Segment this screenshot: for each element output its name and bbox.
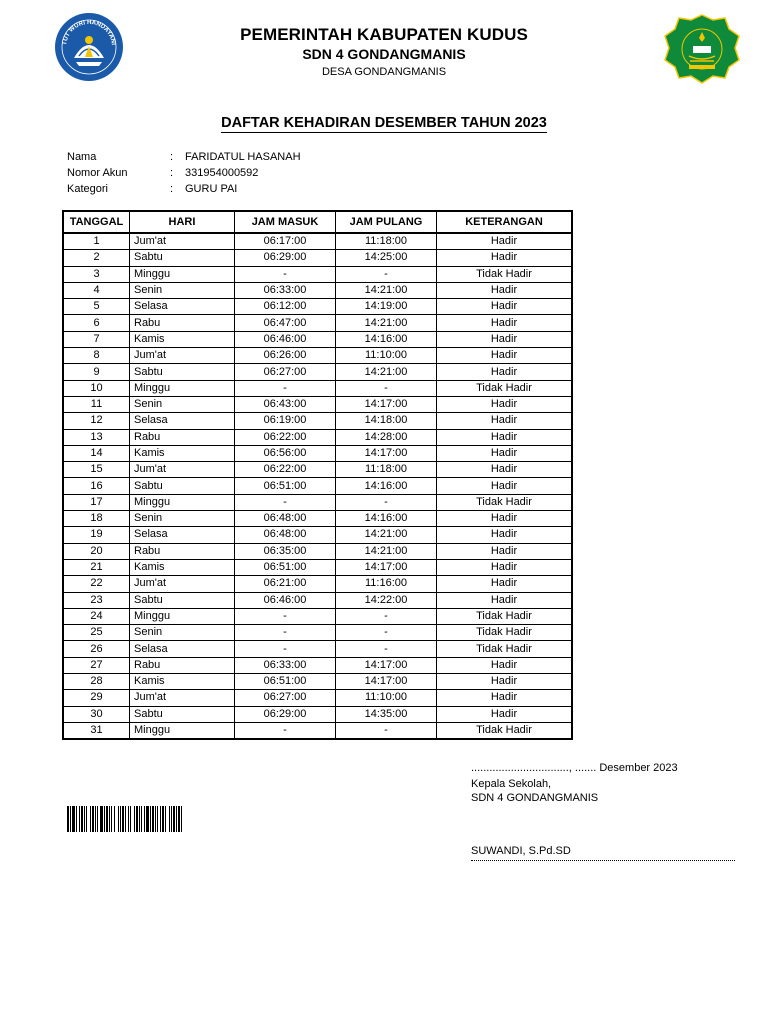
header-school: SDN 4 GONDANGMANIS: [302, 46, 466, 62]
cell-jam-pulang: 14:28:00: [336, 429, 437, 445]
cell-jam-masuk: 06:21:00: [235, 576, 336, 592]
barcode-bar: [122, 806, 124, 832]
cell-hari: Selasa: [130, 527, 235, 543]
table-row: [63, 299, 572, 315]
cell-keterangan: Tidak Hadir: [437, 625, 573, 641]
cell-jam-pulang: 11:18:00: [336, 462, 437, 478]
cell-tanggal: 10: [63, 380, 130, 396]
barcode-bar: [95, 806, 96, 832]
cell-keterangan: Tidak Hadir: [437, 380, 573, 396]
cell-tanggal: 21: [63, 559, 130, 575]
cell-jam-pulang: 14:17:00: [336, 559, 437, 575]
cell-jam-masuk: -: [235, 608, 336, 624]
cell-jam-masuk: 06:48:00: [235, 527, 336, 543]
cell-jam-pulang: 14:17:00: [336, 396, 437, 412]
cell-jam-pulang: 11:18:00: [336, 233, 437, 250]
table-row: [63, 543, 572, 559]
table-row: [63, 331, 572, 347]
table-row: [63, 462, 572, 478]
cell-jam-masuk: -: [235, 641, 336, 657]
cell-hari: Kamis: [130, 445, 235, 461]
barcode-bar: [176, 806, 177, 832]
cell-jam-masuk: 06:46:00: [235, 331, 336, 347]
identity-block: [67, 149, 301, 197]
cell-keterangan: Tidak Hadir: [437, 266, 573, 282]
cell-tanggal: 19: [63, 527, 130, 543]
cell-hari: Senin: [130, 282, 235, 298]
barcode-bar: [86, 806, 87, 832]
table-row: [63, 380, 572, 396]
cell-tanggal: 26: [63, 641, 130, 657]
table-row: [63, 576, 572, 592]
cell-hari: Kamis: [130, 331, 235, 347]
cell-jam-masuk: -: [235, 266, 336, 282]
cell-hari: Selasa: [130, 641, 235, 657]
cell-hari: Senin: [130, 625, 235, 641]
cell-keterangan: Hadir: [437, 413, 573, 429]
cell-jam-masuk: 06:26:00: [235, 348, 336, 364]
cell-keterangan: Tidak Hadir: [437, 494, 573, 510]
cell-hari: Minggu: [130, 380, 235, 396]
cell-tanggal: 1: [63, 233, 130, 250]
cell-jam-masuk: -: [235, 625, 336, 641]
cell-jam-masuk: 06:19:00: [235, 413, 336, 429]
table-row: [63, 674, 572, 690]
cell-tanggal: 6: [63, 315, 130, 331]
barcode-bar: [173, 806, 175, 832]
signature-role: Kepala Sekolah,: [471, 778, 552, 790]
cell-jam-pulang: -: [336, 380, 437, 396]
cell-jam-pulang: 14:18:00: [336, 413, 437, 429]
cell-jam-masuk: 06:48:00: [235, 511, 336, 527]
table-row: [63, 250, 572, 266]
logo-left-text: TUT WURI HANDAYANI: [61, 18, 117, 46]
cell-hari: Kamis: [130, 674, 235, 690]
table-header-row: [63, 211, 572, 233]
cell-keterangan: Hadir: [437, 331, 573, 347]
cell-tanggal: 20: [63, 543, 130, 559]
cell-jam-masuk: 06:29:00: [235, 706, 336, 722]
cell-tanggal: 13: [63, 429, 130, 445]
barcode: [67, 806, 256, 832]
table-row: [63, 706, 572, 722]
cell-jam-pulang: 14:21:00: [336, 527, 437, 543]
cell-jam-masuk: 06:27:00: [235, 690, 336, 706]
cell-tanggal: 30: [63, 706, 130, 722]
cell-tanggal: 5: [63, 299, 130, 315]
table-row: [63, 527, 572, 543]
cell-keterangan: Hadir: [437, 429, 573, 445]
cell-jam-pulang: 14:16:00: [336, 331, 437, 347]
table-row: [63, 608, 572, 624]
cell-tanggal: 27: [63, 657, 130, 673]
cell-tanggal: 16: [63, 478, 130, 494]
barcode-bar: [171, 806, 172, 832]
cell-keterangan: Hadir: [437, 674, 573, 690]
header-keterangan: KETERANGAN: [437, 211, 573, 233]
cell-keterangan: Hadir: [437, 250, 573, 266]
barcode-bar: [67, 806, 69, 832]
table-row: [63, 478, 572, 494]
cell-jam-masuk: 06:51:00: [235, 478, 336, 494]
cell-jam-pulang: 14:16:00: [336, 478, 437, 494]
cell-hari: Senin: [130, 396, 235, 412]
table-row: [63, 690, 572, 706]
barcode-bar: [146, 806, 149, 832]
cell-jam-pulang: 14:22:00: [336, 592, 437, 608]
cell-jam-pulang: 14:17:00: [336, 657, 437, 673]
barcode-bar: [70, 806, 71, 832]
barcode-bar: [144, 806, 145, 832]
cell-jam-masuk: 06:43:00: [235, 396, 336, 412]
barcode-bar: [84, 806, 85, 832]
cell-jam-pulang: -: [336, 641, 437, 657]
barcode-bar: [79, 806, 80, 832]
info-colon: :: [170, 151, 174, 163]
barcode-bar: [111, 806, 112, 832]
barcode-bar: [157, 806, 158, 832]
info-colon: :: [170, 167, 174, 179]
signature-school: SDN 4 GONDANGMANIS: [471, 792, 599, 804]
cell-jam-pulang: 14:19:00: [336, 299, 437, 315]
cell-jam-masuk: 06:35:00: [235, 543, 336, 559]
info-row-nomor-akun: [67, 165, 301, 181]
barcode-bar: [81, 806, 83, 832]
cell-tanggal: 3: [63, 266, 130, 282]
table-body: [63, 233, 572, 739]
barcode-bar: [104, 806, 105, 832]
cell-jam-masuk: -: [235, 494, 336, 510]
cell-hari: Sabtu: [130, 706, 235, 722]
table-row: [63, 413, 572, 429]
attendance-table: [62, 210, 573, 740]
info-label: Nama: [67, 151, 97, 163]
barcode-bar: [136, 806, 138, 832]
cell-hari: Sabtu: [130, 250, 235, 266]
cell-jam-pulang: 14:35:00: [336, 706, 437, 722]
cell-hari: Rabu: [130, 315, 235, 331]
cell-keterangan: Tidak Hadir: [437, 608, 573, 624]
cell-jam-pulang: -: [336, 608, 437, 624]
barcode-bar: [150, 806, 151, 832]
cell-jam-masuk: 06:33:00: [235, 282, 336, 298]
cell-keterangan: Tidak Hadir: [437, 641, 573, 657]
barcode-bar: [178, 806, 180, 832]
table-row: [63, 348, 572, 364]
barcode-bar: [120, 806, 121, 832]
cell-keterangan: Hadir: [437, 462, 573, 478]
cell-jam-masuk: 06:56:00: [235, 445, 336, 461]
cell-jam-pulang: 11:16:00: [336, 576, 437, 592]
cell-jam-pulang: 14:17:00: [336, 674, 437, 690]
barcode-bar: [114, 806, 115, 832]
barcode-bar: [141, 806, 142, 832]
cell-keterangan: Hadir: [437, 364, 573, 380]
cell-jam-pulang: -: [336, 722, 437, 739]
info-label: Nomor Akun: [67, 167, 128, 179]
cell-jam-pulang: 11:10:00: [336, 348, 437, 364]
info-row-nama: [67, 149, 301, 165]
cell-tanggal: 8: [63, 348, 130, 364]
cell-keterangan: Hadir: [437, 478, 573, 494]
cell-tanggal: 24: [63, 608, 130, 624]
cell-hari: Rabu: [130, 543, 235, 559]
cell-keterangan: Hadir: [437, 315, 573, 331]
header-jam-masuk: JAM MASUK: [235, 211, 336, 233]
cell-hari: Jum'at: [130, 462, 235, 478]
cell-jam-masuk: 06:51:00: [235, 674, 336, 690]
barcode-bar: [97, 806, 98, 832]
cell-tanggal: 25: [63, 625, 130, 641]
cell-jam-pulang: 14:21:00: [336, 543, 437, 559]
table-row: [63, 511, 572, 527]
cell-tanggal: 15: [63, 462, 130, 478]
table-row: [63, 282, 572, 298]
cell-tanggal: 18: [63, 511, 130, 527]
cell-tanggal: 2: [63, 250, 130, 266]
cell-keterangan: Hadir: [437, 348, 573, 364]
table-row: [63, 592, 572, 608]
cell-hari: Minggu: [130, 608, 235, 624]
cell-tanggal: 7: [63, 331, 130, 347]
document-title-text: DAFTAR KEHADIRAN DESEMBER TAHUN 2023: [221, 115, 547, 131]
info-value: 331954000592: [185, 167, 259, 179]
cell-hari: Rabu: [130, 657, 235, 673]
barcode-bar: [125, 806, 126, 832]
cell-jam-masuk: 06:22:00: [235, 462, 336, 478]
cell-jam-masuk: -: [235, 380, 336, 396]
cell-keterangan: Hadir: [437, 396, 573, 412]
barcode-bar: [118, 806, 119, 832]
cell-keterangan: Tidak Hadir: [437, 722, 573, 739]
barcode-bar: [134, 806, 135, 832]
cell-hari: Minggu: [130, 722, 235, 739]
cell-hari: Rabu: [130, 429, 235, 445]
cell-hari: Minggu: [130, 266, 235, 282]
cell-jam-pulang: 14:16:00: [336, 511, 437, 527]
cell-keterangan: Hadir: [437, 592, 573, 608]
cell-keterangan: Hadir: [437, 690, 573, 706]
cell-tanggal: 17: [63, 494, 130, 510]
table-row: [63, 722, 572, 739]
cell-tanggal: 23: [63, 592, 130, 608]
cell-jam-pulang: 14:17:00: [336, 445, 437, 461]
signature-line: [471, 860, 735, 861]
barcode-bar: [128, 806, 129, 832]
cell-jam-pulang: 14:25:00: [336, 250, 437, 266]
cell-hari: Sabtu: [130, 592, 235, 608]
table-row: [63, 396, 572, 412]
cell-keterangan: Hadir: [437, 543, 573, 559]
barcode-bar: [92, 806, 94, 832]
cell-keterangan: Hadir: [437, 282, 573, 298]
cell-hari: Selasa: [130, 413, 235, 429]
table-row: [63, 266, 572, 282]
cell-jam-pulang: 14:21:00: [336, 315, 437, 331]
barcode-bar: [181, 806, 182, 832]
barcode-bar: [106, 806, 108, 832]
info-colon: :: [170, 183, 174, 195]
cell-tanggal: 14: [63, 445, 130, 461]
header-government: PEMERINTAH KABUPATEN KUDUS: [240, 25, 528, 44]
table-row: [63, 445, 572, 461]
signature-name: SUWANDI, S.Pd.SD: [471, 845, 571, 857]
barcode-bar: [169, 806, 170, 832]
cell-jam-masuk: 06:51:00: [235, 559, 336, 575]
cell-jam-pulang: -: [336, 625, 437, 641]
cell-tanggal: 28: [63, 674, 130, 690]
cell-jam-masuk: 06:12:00: [235, 299, 336, 315]
table-row: [63, 429, 572, 445]
cell-keterangan: Hadir: [437, 233, 573, 250]
cell-jam-masuk: 06:22:00: [235, 429, 336, 445]
cell-hari: Sabtu: [130, 478, 235, 494]
table-row: [63, 315, 572, 331]
cell-hari: Kamis: [130, 559, 235, 575]
table-row: [63, 625, 572, 641]
info-value: FARIDATUL HASANAH: [185, 151, 301, 163]
cell-hari: Sabtu: [130, 364, 235, 380]
cell-jam-masuk: 06:27:00: [235, 364, 336, 380]
table-row: [63, 494, 572, 510]
signature-date: ................................, ....... Desember 2023: [471, 762, 678, 774]
cell-tanggal: 11: [63, 396, 130, 412]
barcode-bar: [139, 806, 140, 832]
cell-keterangan: Hadir: [437, 559, 573, 575]
info-label: Kategori: [67, 183, 108, 195]
cell-jam-masuk: 06:33:00: [235, 657, 336, 673]
cell-jam-pulang: 14:21:00: [336, 364, 437, 380]
cell-jam-masuk: 06:17:00: [235, 233, 336, 250]
cell-jam-pulang: -: [336, 494, 437, 510]
cell-hari: Jum'at: [130, 690, 235, 706]
barcode-bar: [162, 806, 164, 832]
header-jam-pulang: JAM PULANG: [336, 211, 437, 233]
cell-hari: Senin: [130, 511, 235, 527]
cell-hari: Jum'at: [130, 576, 235, 592]
document-title: [0, 115, 768, 131]
cell-tanggal: 4: [63, 282, 130, 298]
cell-keterangan: Hadir: [437, 576, 573, 592]
cell-jam-pulang: 14:21:00: [336, 282, 437, 298]
barcode-bar: [76, 806, 77, 832]
cell-hari: Minggu: [130, 494, 235, 510]
cell-jam-masuk: 06:46:00: [235, 592, 336, 608]
barcode-bar: [155, 806, 156, 832]
table-row: [63, 641, 572, 657]
cell-hari: Selasa: [130, 299, 235, 315]
cell-jam-masuk: 06:47:00: [235, 315, 336, 331]
cell-tanggal: 29: [63, 690, 130, 706]
cell-keterangan: Hadir: [437, 706, 573, 722]
table-row: [63, 233, 572, 250]
info-row-kategori: [67, 181, 301, 197]
cell-hari: Jum'at: [130, 348, 235, 364]
barcode-bar: [160, 806, 161, 832]
cell-hari: Jum'at: [130, 233, 235, 250]
cell-keterangan: Hadir: [437, 445, 573, 461]
cell-keterangan: Hadir: [437, 657, 573, 673]
info-value: GURU PAI: [185, 183, 238, 195]
cell-tanggal: 31: [63, 722, 130, 739]
header-village: DESA GONDANGMANIS: [321, 66, 447, 78]
cell-tanggal: 22: [63, 576, 130, 592]
cell-keterangan: Hadir: [437, 527, 573, 543]
barcode-bar: [130, 806, 131, 832]
cell-jam-pulang: -: [336, 266, 437, 282]
cell-keterangan: Hadir: [437, 299, 573, 315]
cell-tanggal: 12: [63, 413, 130, 429]
table-row: [63, 559, 572, 575]
table-row: [63, 364, 572, 380]
cell-keterangan: Hadir: [437, 511, 573, 527]
cell-tanggal: 9: [63, 364, 130, 380]
barcode-bar: [100, 806, 103, 832]
barcode-bar: [165, 806, 166, 832]
barcode-bar: [152, 806, 154, 832]
header-hari: HARI: [130, 211, 235, 233]
header-tanggal: TANGGAL: [63, 211, 130, 233]
cell-jam-masuk: 06:29:00: [235, 250, 336, 266]
barcode-bar: [90, 806, 91, 832]
barcode-bar: [72, 806, 75, 832]
cell-jam-pulang: 11:10:00: [336, 690, 437, 706]
cell-jam-masuk: -: [235, 722, 336, 739]
barcode-bar: [109, 806, 110, 832]
table-row: [63, 657, 572, 673]
